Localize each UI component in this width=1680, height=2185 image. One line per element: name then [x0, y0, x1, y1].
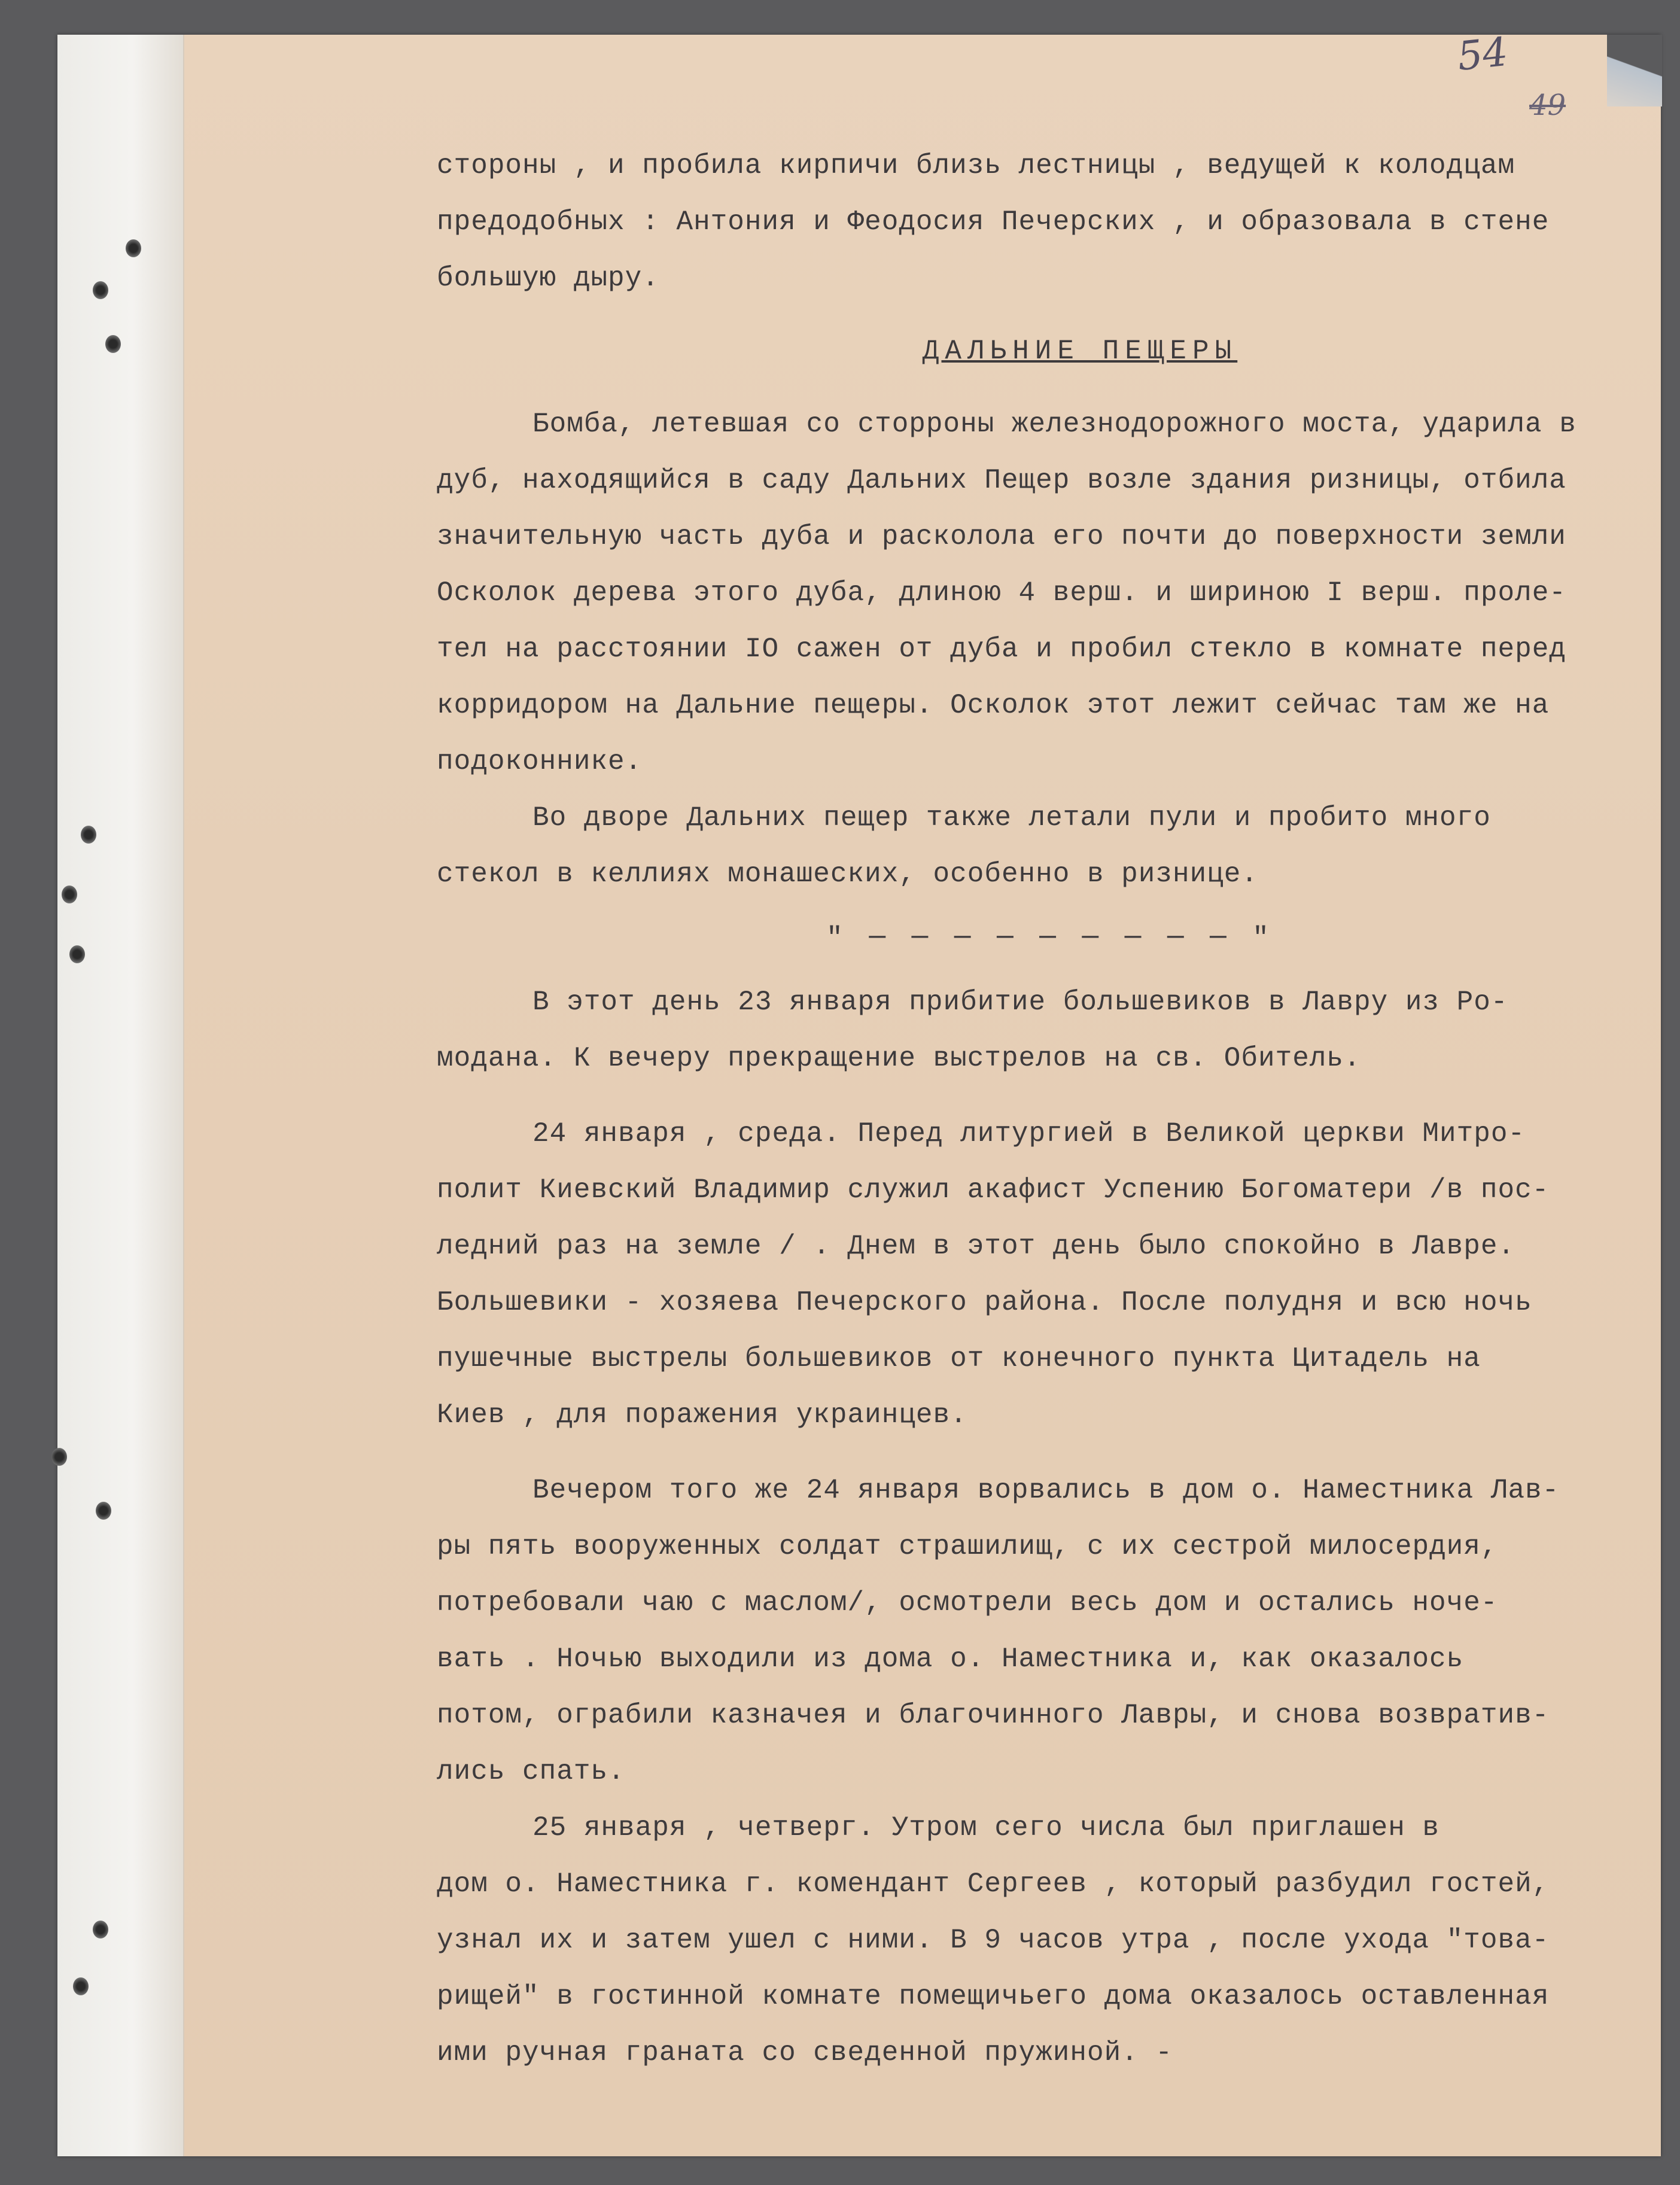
text-line: тел на расстоянии IO сажен от дуба и пробил стекло в комнате перед — [437, 634, 1566, 665]
text-line: полит Киевский Владимир служил акафист Успению Богоматери /в пос- — [437, 1174, 1550, 1206]
folio-number: 54 — [1455, 28, 1510, 80]
text-line: стекол в келлиях монашеских, особенно в ризнице. — [437, 859, 1259, 890]
binding-hole — [105, 335, 121, 353]
binding-hole — [93, 281, 108, 299]
section-heading: ДАЛЬНИЕ ПЕЩЕРЫ — [922, 336, 1238, 367]
text-line: пушечные выстрелы большевиков от конечного пункта Цитадель на — [437, 1343, 1481, 1374]
old-folio-number: 49 — [1529, 89, 1566, 122]
paragraph-gap — [437, 1087, 1639, 1106]
binding-hole — [96, 1502, 111, 1520]
text-line: большую дыру. — [437, 263, 659, 294]
text-line: Киев , для поражения украинцев. — [437, 1399, 967, 1431]
paragraph-gap — [437, 1443, 1639, 1462]
section-separator: " ─ ─ ─ ─ ─ ─ ─ ─ ─ " — [826, 923, 1274, 954]
binding-hole — [62, 885, 77, 903]
text-line: Во дворе Дальних пещер также летали пули и пробито много — [532, 802, 1491, 833]
binding-hole — [73, 1977, 89, 1995]
text-line: модана. К вечеру прекращение выстрелов на св. Обитель. — [437, 1043, 1361, 1074]
binding-hole — [126, 239, 141, 257]
binding-hole — [69, 945, 85, 963]
binding-strip — [57, 35, 184, 2156]
text-line: Вечером того же 24 января ворвались в дом о. Наместника Лав- — [532, 1475, 1560, 1506]
text-line: 24 января , среда. Перед литургией в Великой церкви Митро- — [532, 1118, 1526, 1149]
text-line: узнал их и затем ушел с ними. В 9 часов утра , после ухода "това- — [437, 1925, 1550, 1956]
text-line: Большевики - хозяева Печерского района. После полудня и всю ночь — [437, 1287, 1532, 1318]
text-line: Бомба, летевшая со сторроны железнодорожного моста, ударила в — [532, 409, 1576, 440]
text-line: предодобных : Антония и Феодосия Печерских , и образовала в стене — [437, 206, 1550, 238]
text-line: потом, ограбили казначея и благочинного Лавры, и снова возвратив- — [437, 1700, 1550, 1731]
binding-hole — [81, 826, 96, 844]
text-line: подоконнике. — [437, 746, 643, 777]
text-line: корридором на Дальние пещеры. Осколок этот лежит сейчас там же на — [437, 690, 1550, 721]
text-line: 25 января , четверг. Утром сего числа был приглашен в — [532, 1812, 1440, 1843]
text-line: ими ручная граната со сведенной пружиной. - — [437, 2037, 1173, 2068]
text-line: ледний раз на земле / . Днем в этот день было спокойно в Лавре. — [437, 1231, 1515, 1262]
text-line: дуб, находящийся в саду Дальних Пещер возле здания ризницы, отбила — [437, 465, 1566, 496]
text-line: ры пять вооруженных солдат страшилищ, с их сестрой милосердия, — [437, 1531, 1498, 1562]
text-line: стороны , и пробила кирпичи близь лестницы , ведущей к колодцам — [437, 150, 1515, 181]
folded-corner — [1607, 35, 1662, 106]
binding-hole — [93, 1921, 108, 1938]
text-line: вать . Ночью выходили из дома о. Наместника и, как оказалось — [437, 1644, 1464, 1675]
text-line: потребовали чаю с маслом/, осмотрели весь дом и остались ноче- — [437, 1587, 1498, 1618]
text-line: дом о. Наместника г. комендант Сергеев , который разбудил гостей, — [437, 1868, 1550, 1900]
text-line: Осколок дерева этого дуба, длиною 4 верш. и шириною I верш. проле- — [437, 577, 1566, 608]
typed-text — [437, 138, 1639, 2081]
text-line: В этот день 23 января прибитие большевиков в Лавру из Ро- — [532, 987, 1508, 1018]
text-line: значительную часть дуба и расколола его почти до поверхности земли — [437, 521, 1566, 552]
binding-hole — [51, 1448, 67, 1466]
text-line: лись спать. — [437, 1756, 625, 1787]
text-line: рищей" в гостинной комнате помещичьего дома оказалось оставленная — [437, 1981, 1550, 2012]
